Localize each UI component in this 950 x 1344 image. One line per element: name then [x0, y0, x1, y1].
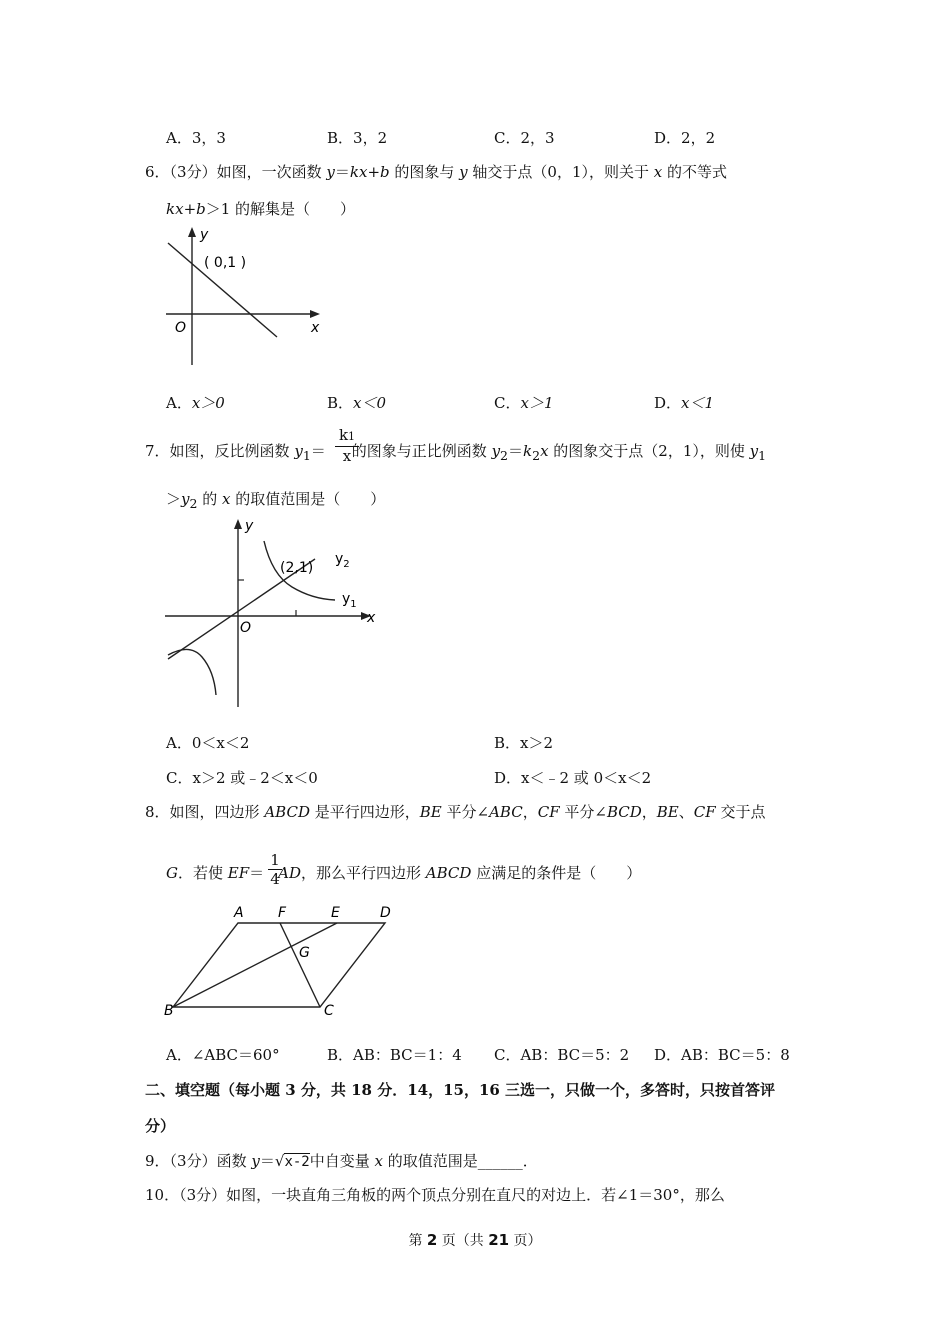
q5-option-d: D．2，2: [654, 129, 716, 147]
option-label: B．: [327, 394, 354, 412]
q6-text: 的图象与: [389, 163, 460, 181]
q8-text: ，那么平行四边形: [301, 864, 426, 882]
q8-text: ，: [641, 803, 657, 821]
option-expr: 0＜x＜2: [191, 734, 250, 752]
q6-option-a: [166, 392, 225, 413]
y-axis-label: y: [245, 518, 254, 534]
q8-var: ABCD: [425, 864, 472, 882]
q8-text: 如图，四边形: [169, 803, 265, 821]
option-expr: x＜0: [353, 394, 387, 412]
q8-var: CF: [693, 803, 716, 821]
footer-page-number: 2: [426, 1231, 438, 1249]
q7-text: 如图，反比例函数: [169, 442, 295, 460]
q7-sub: 1: [758, 448, 767, 463]
q6-text: 的不等式: [662, 163, 728, 181]
q10-number: 10．: [145, 1186, 180, 1204]
q8-option-a: A．∠ABC＝60°: [166, 1046, 280, 1064]
q8-text: 交于点: [715, 803, 766, 821]
vertex-a-label: A: [234, 905, 244, 921]
q6-score: （3分）: [169, 163, 217, 181]
vertex-c-label: C: [324, 1003, 334, 1019]
q6-stem-line1: [145, 161, 727, 182]
q7-option-a: [166, 732, 249, 753]
x-axis-arrow: [310, 310, 320, 318]
y-axis-label: y: [200, 227, 209, 243]
segment-cf: [280, 923, 320, 1007]
q8-var: BE: [656, 803, 679, 821]
option-expr: x＜1: [681, 394, 715, 412]
x-axis-label: x: [367, 610, 376, 626]
q5-option-b: B．3，2: [327, 129, 388, 147]
q8-fraction: [268, 851, 282, 888]
option-label: C．: [494, 394, 521, 412]
q9-number: 9．: [145, 1152, 170, 1170]
footer-text: 页（共: [437, 1233, 489, 1249]
q10-score: （3分）: [179, 1186, 227, 1204]
q8-var: BCD: [606, 803, 642, 821]
q7-var: x: [222, 490, 231, 508]
q8-var: G: [166, 864, 178, 882]
q8-var: ABC: [489, 803, 523, 821]
q8-stem-line2: [166, 862, 641, 883]
q6-text: ＝: [334, 163, 350, 181]
option-expr: x＜﹣2 或 0＜x＜2: [521, 769, 652, 787]
y2-label-text: y: [335, 551, 344, 567]
q6-var: kx: [166, 200, 184, 218]
footer-text: 页）: [509, 1233, 542, 1249]
q6-var: b: [196, 200, 206, 218]
q8-text: ＝: [249, 864, 265, 882]
q7-var: y: [749, 442, 759, 460]
page-footer: [0, 1230, 950, 1250]
q6-var: x: [653, 163, 663, 181]
q6-option-c: [494, 392, 554, 413]
option-label: C．: [166, 769, 193, 787]
q6-text: +: [183, 200, 197, 218]
q8-text: 平分∠: [559, 803, 607, 821]
q8-var: CF: [537, 803, 560, 821]
q7-text: 的图象交于点（2，1），则使: [548, 442, 750, 460]
y1-label-sub: 1: [350, 599, 357, 610]
section2-heading-line1: 二、填空题（每小题 3 分，共 18 分．14，15，16 三选一，只做一个，多答时，只按首答评: [145, 1081, 776, 1099]
q6-text: 轴交于点（0，1），则关于: [467, 163, 654, 181]
q9-text: 中自变量: [309, 1152, 375, 1170]
q7-var: k: [523, 442, 533, 460]
q7-var: x: [540, 442, 549, 460]
origin-label: O: [240, 620, 252, 636]
frac-num: k: [338, 426, 349, 444]
q7-sub: 2: [532, 448, 541, 463]
q6-var: y: [459, 163, 468, 181]
q7-number: 7．: [145, 442, 170, 460]
q6-var: y: [326, 163, 335, 181]
q8-text: 平分∠: [441, 803, 490, 821]
q8-figure: [160, 900, 400, 1025]
q7-stem-line2: [166, 488, 385, 511]
q5-option-a: A．3，3: [166, 129, 226, 147]
q8-option-c: C．AB：BC＝5：2: [494, 1046, 630, 1064]
fraction-denominator: 4: [268, 869, 282, 888]
q9-radicand: x-2: [284, 1154, 310, 1170]
q8-text: 应满足的条件是（ ）: [471, 864, 642, 882]
q6-text: 如图，一次函数: [216, 163, 327, 181]
option-label: A．: [166, 394, 192, 412]
q6-text: ＞1 的解集是（ ）: [205, 200, 356, 218]
q7-option-d: [494, 767, 651, 788]
q8-text: 、: [678, 803, 694, 821]
q9-stem: [145, 1150, 538, 1171]
option-label: B．: [494, 734, 521, 752]
parallelogram: [173, 923, 385, 1007]
point-label: ( 0,1 ): [204, 255, 247, 271]
option-expr: x＞2: [520, 734, 554, 752]
fraction-numerator: 1: [270, 851, 280, 869]
y2-label-sub: 2: [343, 559, 350, 570]
q9-text: 的取值范围是: [382, 1152, 478, 1170]
q9-answer-blank: ______: [477, 1152, 523, 1170]
point-e-label: E: [331, 905, 340, 921]
option-label: D．: [494, 769, 522, 787]
point-label: (2,1): [280, 560, 314, 576]
q8-option-d: D．AB：BC＝5：8: [654, 1046, 790, 1064]
footer-text: 第: [408, 1233, 427, 1249]
y-axis-arrow: [188, 227, 196, 237]
x-axis-label: x: [311, 320, 320, 336]
q8-stem-line1: [145, 801, 765, 822]
origin-label: O: [175, 320, 187, 336]
q7-figure: [160, 515, 385, 710]
q5-option-c: C．2，3: [494, 129, 555, 147]
q8-var: BE: [419, 803, 442, 821]
q10-text: 如图，一块直角三角板的两个顶点分别在直尺的对边上．若∠1＝30°，那么: [226, 1186, 725, 1204]
y1-curve-left: [168, 649, 216, 695]
option-label: D．: [654, 394, 682, 412]
q7-text: ＞: [166, 490, 182, 508]
q6-stem-line2: [166, 198, 355, 219]
fraction-numerator: [335, 426, 359, 446]
option-expr: x＞0: [191, 394, 225, 412]
q7-sub: 2: [189, 496, 198, 511]
y-axis-arrow: [234, 519, 242, 529]
q7-sub: 2: [500, 448, 508, 463]
option-label: A．: [166, 734, 192, 752]
q8-text: ．若使: [177, 864, 228, 882]
y2-label: [335, 551, 350, 570]
point-g-label: G: [299, 945, 310, 961]
option-expr: x＞2 或﹣2＜x＜0: [192, 769, 318, 787]
q7-var: y: [491, 442, 501, 460]
q6-option-d: [654, 392, 714, 413]
q8-var: EF: [227, 864, 250, 882]
q7-option-b: [494, 732, 553, 753]
q8-text: 是平行四边形，: [309, 803, 420, 821]
q8-var: ABCD: [264, 803, 310, 821]
q8-var: AD: [278, 864, 301, 882]
q9-var: y: [251, 1152, 260, 1170]
q7-stem-line1: [145, 440, 766, 463]
fraction-denominator: x: [335, 446, 359, 465]
q7-fraction: [335, 426, 359, 465]
section2-heading-line2: 分）: [145, 1117, 176, 1135]
q7-text: 的取值范围是（ ）: [230, 490, 386, 508]
q6-option-b: [327, 392, 386, 413]
q6-number: 6．: [145, 163, 170, 181]
y1-label: [342, 591, 357, 610]
q7-text: 的图象与正比例函数: [351, 442, 492, 460]
point-f-label: F: [278, 905, 287, 921]
q7-var: y: [181, 490, 190, 508]
q8-text: ，: [522, 803, 538, 821]
q10-stem: [145, 1184, 725, 1205]
q9-var: x: [374, 1152, 383, 1170]
q7-var: y: [294, 442, 303, 460]
q9-text: 函数: [216, 1152, 252, 1170]
q7-sub: 1: [302, 448, 311, 463]
q9-text: ．: [522, 1152, 538, 1170]
q6-var: kx: [349, 163, 368, 181]
q9-score: （3分）: [169, 1152, 217, 1170]
q8-number: 8．: [145, 803, 170, 821]
q7-text: 的: [197, 490, 222, 508]
footer-total-pages: 21: [488, 1231, 510, 1249]
q8-option-b: B．AB：BC＝1：4: [327, 1046, 462, 1064]
frac-num-sub: 1: [348, 430, 356, 443]
q9-text: ＝: [259, 1152, 275, 1170]
vertex-d-label: D: [380, 905, 391, 921]
q7-text: ＝: [508, 442, 524, 460]
sqrt-sign: √: [274, 1152, 285, 1170]
option-expr: x＞1: [520, 394, 554, 412]
q6-figure: [160, 225, 330, 370]
q6-text: +: [367, 163, 381, 181]
q7-option-c: [166, 767, 318, 788]
q7-text: ＝: [310, 442, 326, 460]
q6-var: b: [380, 163, 390, 181]
y1-label-text: y: [342, 591, 351, 607]
segment-be: [173, 923, 337, 1007]
vertex-b-label: B: [164, 1003, 174, 1019]
